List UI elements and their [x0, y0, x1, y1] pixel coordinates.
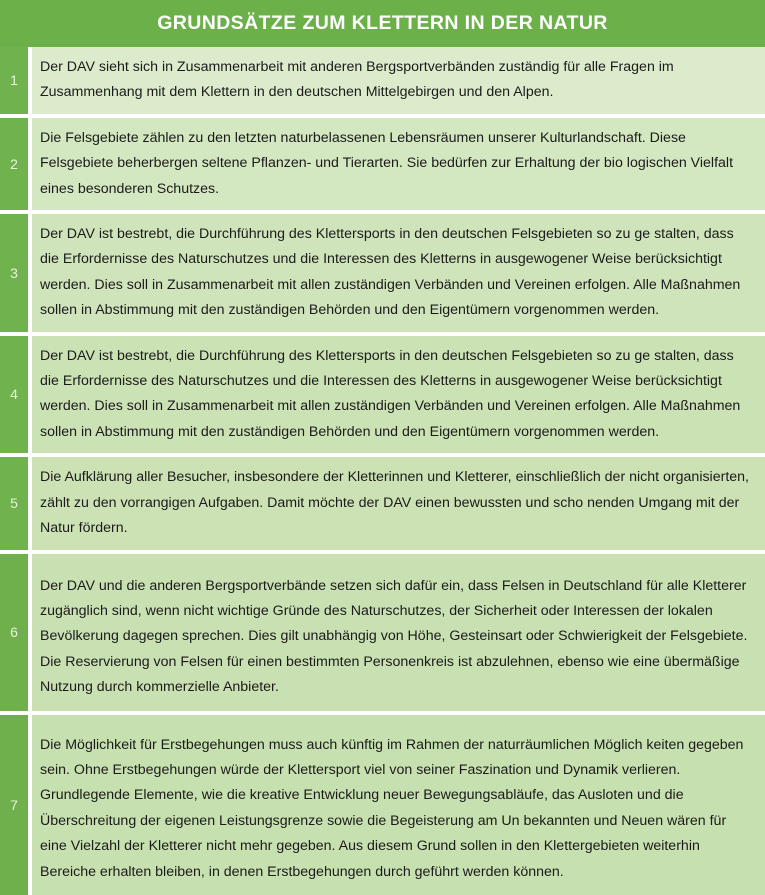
row-text: Der DAV sieht sich in Zusammenarbeit mit anderen Bergsportverbänden zuständig für alle Fragen im Zusammenhang mit dem Klettern in den deutschen Mittelgebirgen und den Alpen. — [32, 47, 765, 114]
row-number: 6 — [0, 554, 28, 711]
table-row — [0, 554, 765, 711]
table-row — [0, 336, 765, 454]
row-number: 5 — [0, 457, 28, 549]
row-number: 2 — [0, 118, 28, 210]
row-text: Die Felsgebiete zählen zu den letzten naturbelassenen Lebensräumen unserer Kulturlandschaft. Diese Felsgebiete beherbergen seltene Pflanzen- und Tierarten. Sie bedürfen zur Erhaltung der bio logischen Vielfalt eines besonderen Schutzes. — [32, 118, 765, 210]
row-text: Der DAV ist bestrebt, die Durchführung des Klettersports in den deutschen Felsgebieten so zu ge stalten, dass die Erfordernisse des Naturschutzes und die Interessen des Kletterns in ausgewogener Weise berücksichtigt werden. Dies soll in Zusammenarbeit mit allen zuständigen Verbänden und Vereinen erfolgen. Alle Maßnahmen sollen in Abstimmung mit den zuständigen Behörden und den Eigentümern vorgenommen werden. — [32, 214, 765, 332]
row-text: Die Aufklärung aller Besucher, insbesondere der Kletterinnen und Kletterer, einschließlich der nicht organisierten, zählt zu den vorrangigen Aufgaben. Damit möchte der DAV einen bewussten und scho nenden Umgang mit der Natur fördern. — [32, 457, 765, 549]
table-body — [0, 47, 765, 895]
table-row — [0, 715, 765, 895]
table-row — [0, 47, 765, 114]
table-row — [0, 214, 765, 332]
table-header-banner — [0, 0, 765, 47]
page-title: GRUNDSÄTZE ZUM KLETTERN IN DER NATUR — [157, 12, 608, 34]
row-number: 1 — [0, 47, 28, 114]
table-row — [0, 118, 765, 210]
row-number: 7 — [0, 715, 28, 895]
table-row — [0, 457, 765, 549]
row-number: 4 — [0, 336, 28, 454]
row-text: Die Möglichkeit für Erstbegehungen muss auch künftig im Rahmen der naturräumlichen Möglich keiten gegeben sein. Ohne Erstbegehungen würde der Klettersport viel von seiner Faszination und Dynamik verlieren. Grundlegende Elemente, wie die kreative Entwicklung neuer Bewegungsabläufe, das Ausloten und die Überschreitung der eigenen Leistungsgrenze sowie die Begeisterung am Un bekannten und Neuen wären für eine Vielzahl der Kletterer nicht mehr gegeben. Aus diesem Grund sollen in den Klettergebieten weiterhin Bereiche erhalten bleiben, in denen Erstbegehungen durch geführt werden können. — [32, 715, 765, 895]
row-text: Der DAV und die anderen Bergsportverbände setzen sich dafür ein, dass Felsen in Deutschland für alle Kletterer zugänglich sind, wenn nicht wichtige Gründe des Naturschutzes, der Sicherheit oder Interessen der lokalen Bevölkerung dagegen sprechen. Dies gilt unabhängig von Höhe, Gesteinsart oder Schwierigkeit der Felsgebiete. Die Reservierung von Felsen für einen bestimmten Personenkreis ist abzulehnen, ebenso wie eine übermäßige Nutzung durch kommerzielle Anbieter. — [32, 554, 765, 711]
row-text: Der DAV ist bestrebt, die Durchführung des Klettersports in den deutschen Felsgebieten so zu ge stalten, dass die Erfordernisse des Naturschutzes und die Interessen des Kletterns in ausgewogener Weise berücksichtigt werden. Dies soll in Zusammenarbeit mit allen zuständigen Verbänden und Vereinen erfolgen. Alle Maßnahmen sollen in Abstimmung mit den zuständigen Behörden und den Eigentümern vorgenommen werden. — [32, 336, 765, 454]
row-number: 3 — [0, 214, 28, 332]
